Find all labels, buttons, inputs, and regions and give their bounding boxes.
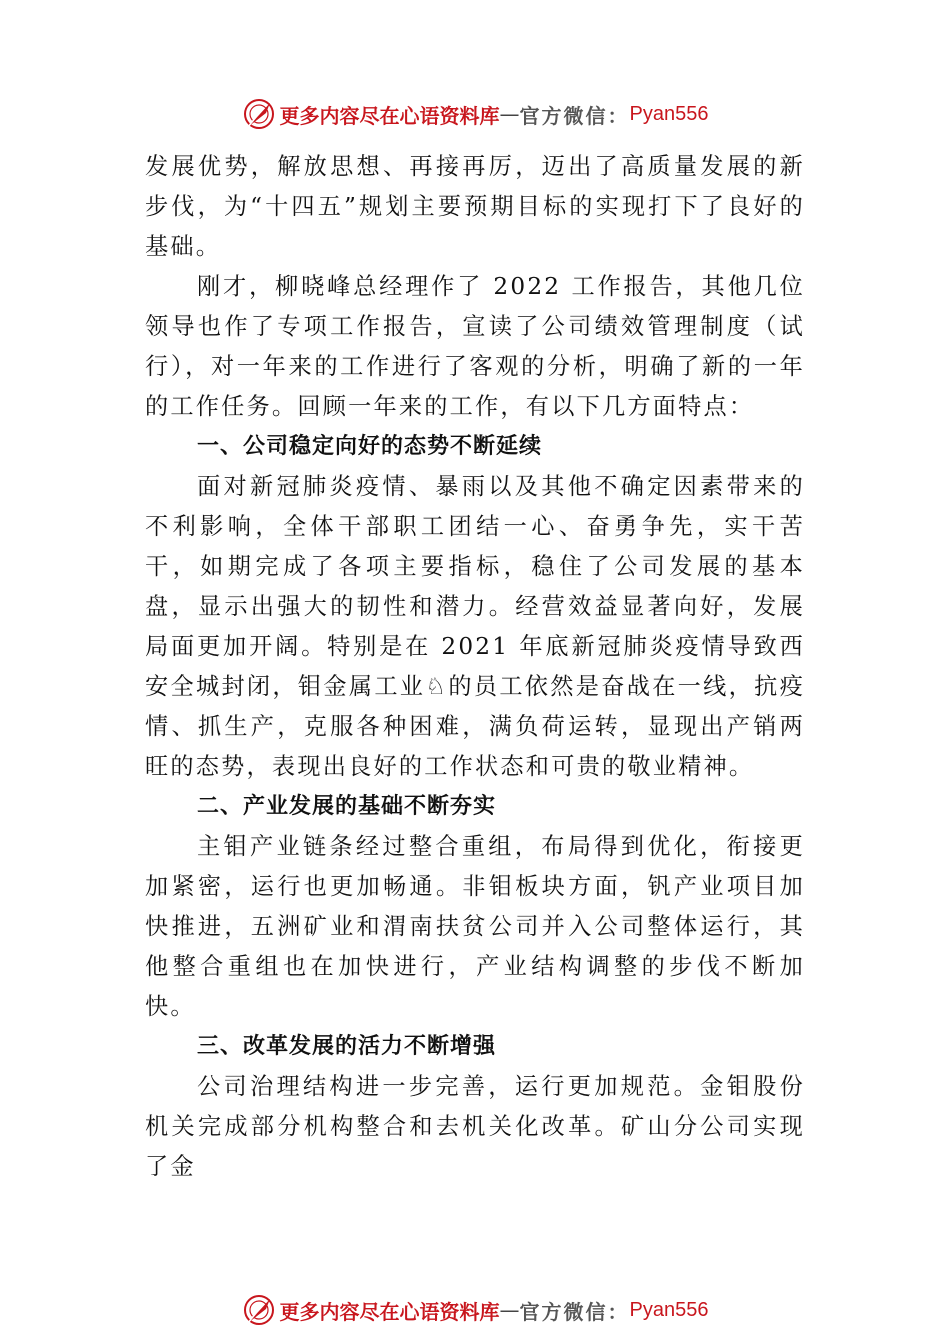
header-watermark — [0, 92, 950, 136]
watermark-wechat-id: Pyan556 — [629, 1298, 709, 1321]
paragraph-report-intro: 刚才，柳晓峰总经理作了 2022 工作报告，其他几位领导也作了专项工作报告，宣读了公司绩效管理制度（试行），对一年来的工作进行了客观的分析，明确了新的一年的工作任务。回顾一年来的工作，有以下几方面特点： — [145, 273, 805, 420]
watermark-red-text: 更多内容尽在心语资料库 — [279, 103, 500, 128]
quill-logo-icon — [242, 97, 276, 131]
watermark-red-text: 更多内容尽在心语资料库 — [279, 1299, 500, 1324]
section-heading-3: 三、改革发展的活力不断增强 — [197, 1034, 497, 1059]
paragraph-section-2: 主钼产业链条经过整合重组，布局得到优化，衔接更加紧密，运行也更加畅通。非钼板块方面，钒产业项目加快推进，五洲矿业和渭南扶贫公司并入公司整体运行，其他整合重组也在加快进行，产业结构调整的步伐不断加快。 — [145, 833, 805, 1020]
section-heading-2: 二、产业发展的基础不断夯实 — [197, 794, 497, 819]
watermark-dash: — — [499, 1298, 520, 1322]
paragraph-section-3: 公司治理结构进一步完善，运行更加规范。金钼股份机关完成部分机构整合和去机关化改革。矿山分公司实现了金 — [145, 1073, 805, 1180]
section-heading-1: 一、公司稳定向好的态势不断延续 — [197, 434, 543, 459]
quill-logo-icon — [242, 1293, 276, 1327]
watermark-grey-text: 官方微信： — [519, 103, 630, 128]
paragraph-continuation: 发展优势，解放思想、再接再厉，迈出了高质量发展的新步伐，为“十四五”规划主要预期目标的实现打下了良好的基础。 — [145, 153, 805, 260]
watermark-grey-text: 官方微信： — [519, 1299, 630, 1324]
watermark-dash: — — [499, 102, 520, 126]
document-body — [145, 147, 805, 1187]
paragraph-section-1: 面对新冠肺炎疫情、暴雨以及其他不确定因素带来的不利影响，全体干部职工团结一心、奋勇争先，实干苦干，如期完成了各项主要指标，稳住了公司发展的基本盘，显示出强大的韧性和潜力。经营效益显著向好，发展局面更加开阔。特别是在 2021 年底新冠肺炎疫情导致西安全城封闭，钼金属工业♘的员工依然是奋战在一线，抗疫情、抓生产，克服各种困难，满负荷运转，显现出产销两旺的态势，表现出良好的工作状态和可贵的敬业精神。 — [145, 473, 805, 780]
footer-watermark — [0, 1288, 950, 1332]
watermark-wechat-id: Pyan556 — [629, 102, 709, 125]
